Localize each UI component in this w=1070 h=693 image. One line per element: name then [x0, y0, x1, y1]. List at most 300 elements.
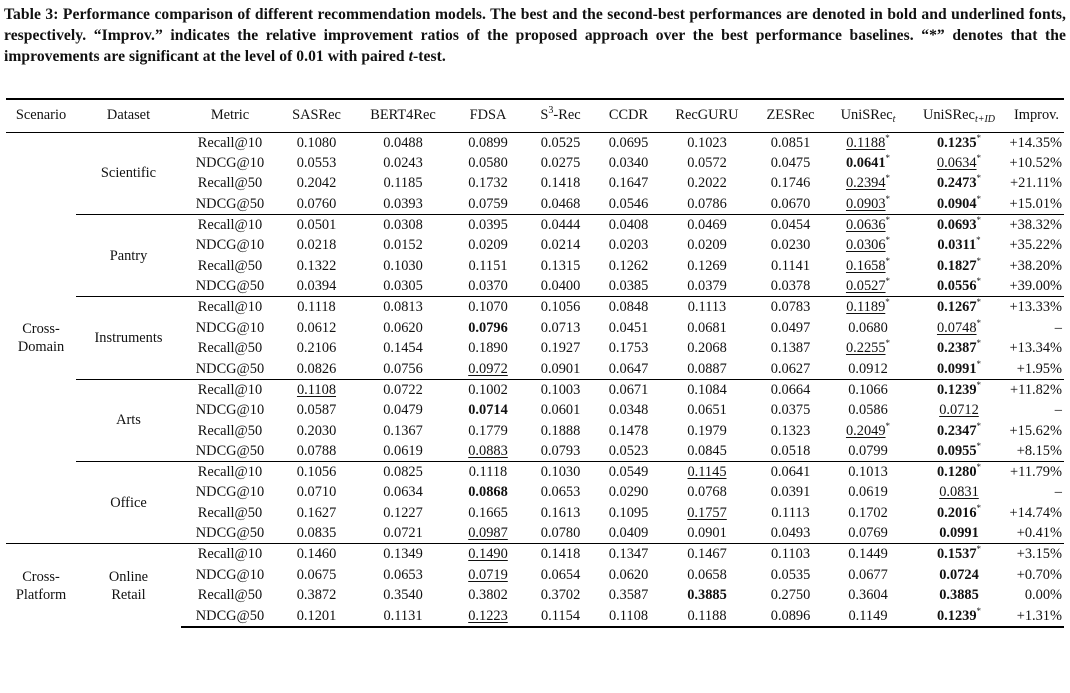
value-cell [452, 606, 524, 627]
significance-star: * [885, 214, 891, 225]
value-text: 0.1827 [936, 257, 977, 274]
caption-text-end: -test. [413, 48, 446, 65]
value-cell [354, 132, 452, 153]
value-text: 0.1149 [848, 607, 888, 624]
value-text: 0.1141 [770, 257, 811, 274]
scenario-label: Cross- [22, 568, 60, 585]
value-cell [279, 235, 354, 256]
value-text: 0.1454 [383, 340, 423, 357]
metric-cell: Recall@10 [181, 297, 279, 318]
value-text: 0.1030 [540, 464, 581, 481]
value-text: 0.1367 [383, 422, 423, 439]
value-text: 0.0518 [770, 442, 811, 459]
scenario-cell [6, 132, 76, 544]
dataset-label: Pantry [109, 247, 148, 264]
scenario-cell [6, 544, 76, 627]
value-text: 0.0408 [608, 216, 649, 233]
value-cell [452, 441, 524, 462]
metric-cell: Recall@10 [181, 214, 279, 235]
value-cell [660, 214, 754, 235]
value-cell [597, 482, 660, 503]
value-cell [354, 462, 452, 483]
value-cell [279, 276, 354, 297]
significance-star: * [976, 605, 982, 616]
value-text: 0.0671 [608, 381, 649, 398]
value-cell [354, 482, 452, 503]
value-cell [597, 462, 660, 483]
header-dataset: Dataset [106, 107, 151, 124]
value-text: 0.0497 [770, 319, 811, 336]
value-cell [597, 276, 660, 297]
dataset-cell [76, 462, 181, 544]
value-cell [354, 194, 452, 215]
value-text: 0.0475 [770, 154, 811, 171]
value-cell [279, 503, 354, 524]
value-text: 0.1449 [848, 546, 888, 563]
improv-cell: +13.33% [1009, 297, 1064, 318]
results-table [6, 98, 1064, 628]
value-text: 0.0813 [383, 299, 423, 316]
value-text: 0.1460 [296, 546, 337, 563]
value-text: 0.2030 [296, 422, 337, 439]
caption-t-variable: t [408, 48, 413, 65]
value-text: 0.0308 [383, 216, 423, 233]
metric-cell: Recall@50 [197, 257, 263, 274]
table-row [6, 379, 1064, 400]
value-text: 0.0899 [468, 134, 508, 151]
improv-cell: +10.52% [1009, 154, 1062, 171]
value-cell [597, 297, 660, 318]
value-text: 0.1154 [540, 607, 581, 624]
value-text: 0.1002 [468, 381, 508, 398]
improv-cell: +1.95% [1016, 360, 1062, 377]
value-cell [354, 379, 452, 400]
value-text: 0.0756 [383, 360, 423, 377]
value-text: 0.1239 [936, 381, 977, 398]
value-cell [279, 153, 354, 174]
value-cell [909, 256, 1009, 277]
value-text: 0.0681 [687, 319, 727, 336]
improv-cell: +8.15% [1016, 442, 1062, 459]
improv-cell: +14.74% [1009, 504, 1062, 521]
value-text: 0.2347 [936, 422, 977, 439]
value-cell [909, 523, 1009, 544]
value-text: 0.1108 [608, 607, 649, 624]
value-text: 0.1188 [846, 134, 886, 151]
value-text: 0.0275 [540, 154, 581, 171]
value-text: 0.0831 [939, 484, 979, 501]
value-text: 0.1490 [468, 546, 508, 563]
value-cell [909, 132, 1009, 153]
metric-cell: NDCG@10 [195, 402, 265, 419]
significance-star: * [976, 358, 982, 369]
value-text: 0.0712 [939, 402, 979, 419]
value-cell [452, 462, 524, 483]
value-cell [827, 359, 909, 380]
significance-star: * [885, 276, 891, 287]
value-text: 0.0695 [608, 134, 649, 151]
value-cell [754, 462, 827, 483]
value-cell [754, 132, 827, 153]
value-text: 0.0385 [608, 278, 649, 295]
value-text: 0.1201 [296, 607, 337, 624]
value-text: 0.1262 [608, 257, 649, 274]
value-text: 0.0788 [296, 442, 337, 459]
value-cell [660, 132, 754, 153]
value-cell [524, 173, 597, 194]
metric-cell: Recall@50 [197, 587, 263, 604]
value-text: 0.0675 [296, 566, 337, 583]
value-cell [827, 544, 909, 565]
value-text: 0.0651 [687, 402, 727, 419]
value-cell [524, 400, 597, 421]
table-row [6, 544, 1064, 565]
dataset-cell [76, 214, 181, 296]
significance-star: * [976, 338, 982, 349]
value-text: 0.1013 [848, 464, 888, 481]
value-cell [354, 214, 452, 235]
value-text: 0.2022 [687, 175, 727, 192]
value-cell [524, 420, 597, 441]
value-text: 0.0587 [296, 402, 337, 419]
improv-cell: +3.15% [1009, 544, 1064, 565]
value-cell [524, 338, 597, 359]
value-cell [827, 462, 909, 483]
value-text: 0.0636 [845, 216, 886, 233]
significance-star: * [976, 317, 982, 328]
value-cell [754, 564, 827, 585]
value-text: 0.0896 [770, 607, 811, 624]
value-text: 0.1227 [383, 504, 423, 521]
value-cell [827, 523, 909, 544]
value-text: 0.0311 [937, 237, 977, 254]
metric-cell: NDCG@50 [195, 195, 265, 212]
value-cell [909, 441, 1009, 462]
value-cell [279, 441, 354, 462]
value-cell [909, 564, 1009, 585]
value-text: 0.0769 [848, 525, 888, 542]
value-cell [827, 585, 909, 606]
value-cell [597, 523, 660, 544]
value-text: 0.1084 [687, 381, 727, 398]
value-text: 0.1056 [540, 299, 581, 316]
value-text: 0.0586 [848, 402, 888, 419]
value-text: 0.0641 [770, 464, 811, 481]
metric-cell: NDCG@50 [195, 360, 265, 377]
value-cell [452, 482, 524, 503]
value-cell [660, 585, 754, 606]
value-cell [909, 173, 1009, 194]
value-text: 0.0904 [936, 195, 977, 212]
value-text: 0.1267 [936, 299, 977, 316]
value-cell [524, 276, 597, 297]
value-cell [754, 420, 827, 441]
dataset-label: Arts [116, 412, 141, 429]
table-row [6, 132, 1064, 153]
value-text: 0.1323 [770, 422, 811, 439]
value-cell [754, 503, 827, 524]
value-text: 0.1103 [770, 546, 811, 563]
value-text: 0.0612 [296, 319, 337, 336]
improv-cell: +11.82% [1009, 379, 1064, 400]
value-text: 0.0799 [848, 442, 888, 459]
value-text: 0.0783 [770, 299, 811, 316]
significance-star: * [885, 132, 890, 143]
value-cell [754, 256, 827, 277]
value-cell [279, 585, 354, 606]
value-cell [524, 441, 597, 462]
metric-cell: Recall@50 [197, 175, 263, 192]
header-sasrec: SASRec [292, 107, 341, 124]
value-cell [279, 606, 354, 627]
value-text: 0.1023 [687, 134, 727, 151]
value-cell [279, 379, 354, 400]
value-text: 0.0991 [936, 360, 977, 377]
value-text: 0.2016 [936, 504, 977, 521]
value-text: 0.0658 [687, 566, 727, 583]
value-cell [279, 400, 354, 421]
improv-cell: +38.32% [1009, 214, 1064, 235]
value-text: 0.1322 [296, 257, 337, 274]
value-text: 0.0409 [608, 525, 649, 542]
value-text: 0.0780 [540, 525, 581, 542]
value-cell [452, 132, 524, 153]
value-text: 0.0903 [845, 195, 886, 212]
value-cell [452, 523, 524, 544]
metric-cell: NDCG@10 [195, 154, 265, 171]
value-cell [452, 338, 524, 359]
value-cell [452, 214, 524, 235]
dataset-label: Online [108, 568, 149, 585]
significance-star: * [885, 297, 890, 308]
value-cell [909, 276, 1009, 297]
value-cell [827, 297, 909, 318]
value-text: 0.0719 [468, 566, 508, 583]
value-cell [754, 317, 827, 338]
value-cell [279, 544, 354, 565]
value-cell [909, 606, 1009, 627]
value-text: 0.0370 [468, 278, 508, 295]
caption-text: Performance comparison of different recommendation models. The best and the second-best performances are denoted in bold and underlined fonts, respectively. “Improv.” indicates the relative improvement ratios of the proposed approach over the best performance baselines. “*” denotes that the improvements are significant at the level of 0.01 with paired [4, 6, 1066, 65]
value-text: 0.0722 [383, 381, 423, 398]
value-text: 0.0391 [770, 484, 811, 501]
improv-cell: +11.79% [1009, 462, 1064, 483]
value-cell [660, 256, 754, 277]
metric-cell: Recall@10 [181, 462, 279, 483]
value-text: 0.1070 [468, 299, 508, 316]
value-text: 0.0901 [687, 525, 727, 542]
improv-cell: +39.00% [1009, 278, 1062, 295]
value-text: 0.0845 [687, 442, 727, 459]
value-cell [827, 256, 909, 277]
value-cell [354, 420, 452, 441]
header-improv: Improv. [1013, 107, 1060, 124]
value-cell [452, 503, 524, 524]
value-text: 0.0714 [468, 402, 508, 419]
value-text: 0.0243 [383, 154, 423, 171]
value-text: 0.0724 [939, 566, 979, 583]
value-text: 0.1467 [687, 546, 727, 563]
value-cell [524, 194, 597, 215]
value-text: 0.1188 [687, 607, 727, 624]
value-text: 0.0488 [383, 134, 423, 151]
value-cell [279, 256, 354, 277]
value-cell [524, 359, 597, 380]
value-cell [597, 441, 660, 462]
value-text: 0.0601 [540, 402, 581, 419]
results-table-body [6, 132, 1064, 627]
improv-cell: +13.34% [1009, 340, 1062, 357]
caption-label: Table 3: [4, 6, 59, 23]
value-text: 0.0375 [770, 402, 811, 419]
value-cell [452, 276, 524, 297]
value-text: 0.1890 [468, 340, 508, 357]
value-text: 0.1269 [687, 257, 727, 274]
value-text: 0.0549 [608, 464, 649, 481]
significance-star: * [976, 214, 982, 225]
value-cell [452, 379, 524, 400]
value-text: 0.2473 [936, 175, 977, 192]
metric-cell: NDCG@10 [195, 484, 265, 501]
header-ccdr: CCDR [608, 107, 649, 124]
value-cell [279, 338, 354, 359]
value-cell [524, 214, 597, 235]
value-text: 0.1347 [608, 546, 649, 563]
value-cell [524, 523, 597, 544]
value-text: 0.3540 [383, 587, 423, 604]
value-cell [354, 173, 452, 194]
value-cell [597, 564, 660, 585]
significance-star: * [885, 173, 891, 184]
value-cell [909, 235, 1009, 256]
value-text: 0.1056 [296, 464, 337, 481]
value-text: 0.0670 [770, 195, 811, 212]
value-text: 0.3802 [468, 587, 508, 604]
value-text: 0.0768 [687, 484, 727, 501]
value-text: 0.0535 [770, 566, 811, 583]
improv-cell: +0.70% [1016, 566, 1062, 583]
value-text: 0.2106 [296, 340, 337, 357]
value-text: 0.0955 [936, 442, 977, 459]
value-text: 0.0152 [383, 237, 423, 254]
value-cell [909, 482, 1009, 503]
value-cell [827, 606, 909, 627]
value-text: 0.0793 [540, 442, 581, 459]
header-s3rec: $S^3$-Rec [540, 105, 581, 124]
value-text: 0.0680 [848, 319, 888, 336]
improv-cell: – [1054, 402, 1062, 419]
dataset-label: Office [110, 494, 147, 511]
significance-star: * [976, 379, 982, 390]
value-text: 0.0627 [770, 360, 811, 377]
value-text: 0.1927 [540, 340, 581, 357]
value-cell [660, 523, 754, 544]
value-cell [279, 132, 354, 153]
value-text: 0.0290 [608, 484, 649, 501]
value-cell [597, 256, 660, 277]
value-text: 0.1239 [936, 607, 977, 624]
value-cell [827, 317, 909, 338]
significance-star: * [976, 502, 982, 513]
value-cell [660, 338, 754, 359]
value-cell [660, 503, 754, 524]
value-text: 0.0501 [296, 216, 337, 233]
value-cell [660, 606, 754, 627]
value-cell [827, 194, 909, 215]
scenario-label: Platform [15, 586, 67, 603]
value-cell [754, 441, 827, 462]
value-cell [827, 214, 909, 235]
value-cell [827, 276, 909, 297]
improv-cell: +0.41% [1016, 525, 1062, 542]
value-cell [597, 585, 660, 606]
metric-cell: Recall@10 [181, 379, 279, 400]
value-cell [827, 338, 909, 359]
value-text: 0.0378 [770, 278, 811, 295]
value-text: 0.3604 [848, 587, 888, 604]
metric-cell: Recall@10 [181, 132, 279, 153]
scenario-label: Cross- [22, 320, 60, 337]
improv-cell: +14.35% [1009, 132, 1064, 153]
value-cell [452, 173, 524, 194]
value-cell [909, 214, 1009, 235]
value-cell [354, 276, 452, 297]
dataset-cell [76, 132, 181, 214]
value-cell [660, 544, 754, 565]
metric-cell: NDCG@10 [195, 319, 265, 336]
value-cell [754, 400, 827, 421]
value-cell [279, 462, 354, 483]
value-text: 0.1003 [540, 381, 581, 398]
value-cell [660, 235, 754, 256]
value-cell [754, 153, 827, 174]
value-text: 0.1537 [936, 546, 977, 563]
value-cell [660, 441, 754, 462]
value-cell [524, 297, 597, 318]
significance-star: * [976, 235, 981, 246]
value-cell [452, 420, 524, 441]
value-text: 0.2255 [845, 340, 886, 357]
value-text: 0.0546 [608, 195, 649, 212]
value-cell [754, 482, 827, 503]
value-cell [597, 194, 660, 215]
value-cell [660, 153, 754, 174]
metric-cell: NDCG@50 [195, 442, 265, 459]
dataset-cell [76, 379, 181, 461]
value-cell [909, 420, 1009, 441]
value-text: 0.2387 [936, 340, 977, 357]
value-cell [279, 317, 354, 338]
value-text: 0.0469 [687, 216, 727, 233]
value-text: 0.2042 [296, 175, 337, 192]
table-caption [4, 4, 1066, 67]
value-cell [660, 297, 754, 318]
value-text: 0.1746 [770, 175, 811, 192]
improv-cell: – [1054, 484, 1062, 501]
metric-cell: Recall@50 [197, 340, 263, 357]
value-text: 0.0693 [936, 216, 977, 233]
results-table-container [6, 98, 1064, 628]
value-text: 0.1613 [540, 504, 581, 521]
value-cell [909, 400, 1009, 421]
value-cell [754, 379, 827, 400]
value-text: 0.1189 [846, 299, 886, 316]
value-text: 0.0556 [936, 278, 977, 295]
value-text: 0.0634 [383, 484, 423, 501]
value-cell [909, 359, 1009, 380]
value-cell [524, 379, 597, 400]
value-cell [279, 173, 354, 194]
